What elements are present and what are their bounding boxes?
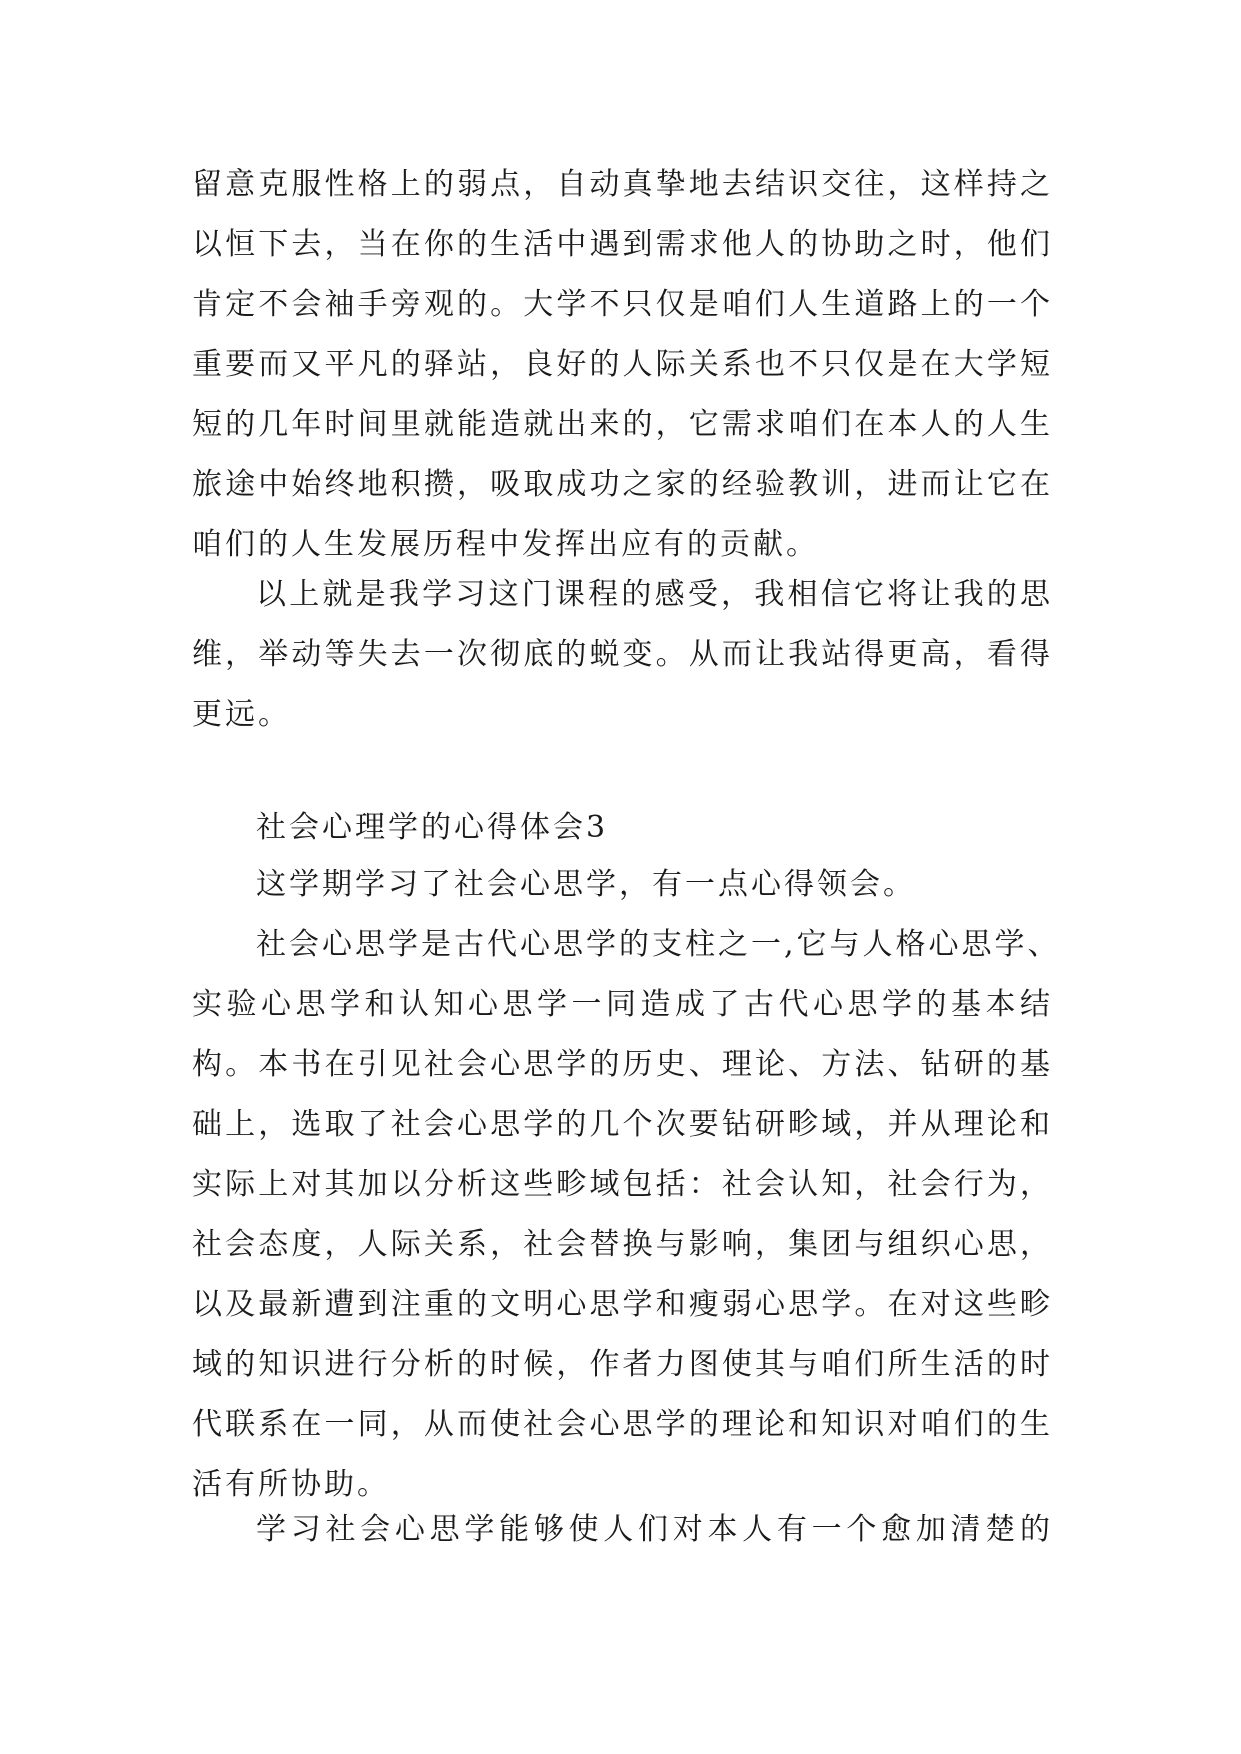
paragraph-2 bbox=[192, 565, 1053, 745]
paragraph-line: 重要而又平凡的驿站，良好的人际关系也不只仅是在大学短 bbox=[192, 347, 1053, 382]
paragraph-line: 实验心思学和认知心思学一同造成了古代心思学的基本结 bbox=[192, 987, 1053, 1022]
paragraph-3 bbox=[192, 855, 1053, 915]
paragraph-line: 以恒下去，当在你的生活中遇到需求他人的协助之时，他们 bbox=[192, 227, 1053, 262]
paragraph-line: 这学期学习了社会心思学，有一点心得领会。 bbox=[256, 867, 916, 902]
paragraph-line: 社会态度，人际关系，社会替换与影响，集团与组织心思， bbox=[192, 1227, 1053, 1262]
paragraph-line: 域的知识进行分析的时候，作者力图使其与咱们所生活的时 bbox=[192, 1347, 1053, 1382]
paragraph-line: 础上，选取了社会心思学的几个次要钻研畛域，并从理论和 bbox=[192, 1107, 1053, 1142]
paragraph-5 bbox=[192, 1500, 1053, 1560]
paragraph-1 bbox=[192, 155, 1053, 575]
paragraph-line: 以及最新遭到注重的文明心思学和瘦弱心思学。在对这些畛 bbox=[192, 1287, 1053, 1322]
paragraph-line: 学习社会心思学能够使人们对本人有一个愈加清楚的 bbox=[256, 1512, 1053, 1547]
paragraph-line: 代联系在一同，从而使社会心思学的理论和知识对咱们的生 bbox=[192, 1407, 1053, 1442]
paragraph-line: 留意克服性格上的弱点，自动真挚地去结识交往，这样持之 bbox=[192, 167, 1053, 202]
paragraph-line: 社会心思学是古代心思学的支柱之一,它与人格心思学、 bbox=[256, 927, 1061, 962]
paragraph-line: 构。本书在引见社会心思学的历史、理论、方法、钻研的基 bbox=[192, 1047, 1053, 1082]
paragraph-line: 活有所协助。 bbox=[192, 1467, 390, 1502]
paragraph-line: 维，举动等失去一次彻底的蜕变。从而让我站得更高，看得 bbox=[192, 637, 1053, 672]
paragraph-line: 旅途中始终地积攒，吸取成功之家的经验教训，进而让它在 bbox=[192, 467, 1053, 502]
paragraph-line: 实际上对其加以分析这些畛域包括：社会认知，社会行为， bbox=[192, 1167, 1053, 1202]
section-heading: 社会心理学的心得体会3 bbox=[256, 810, 609, 845]
paragraph-line: 短的几年时间里就能造就出来的，它需求咱们在本人的人生 bbox=[192, 407, 1053, 442]
paragraph-line: 以上就是我学习这门课程的感受，我相信它将让我的思 bbox=[256, 577, 1053, 612]
paragraph-4 bbox=[192, 915, 1061, 1515]
paragraph-line: 更远。 bbox=[192, 697, 291, 732]
paragraph-line: 咱们的人生发展历程中发挥出应有的贡献。 bbox=[192, 527, 819, 562]
paragraph-line: 肯定不会袖手旁观的。大学不只仅是咱们人生道路上的一个 bbox=[192, 287, 1053, 322]
